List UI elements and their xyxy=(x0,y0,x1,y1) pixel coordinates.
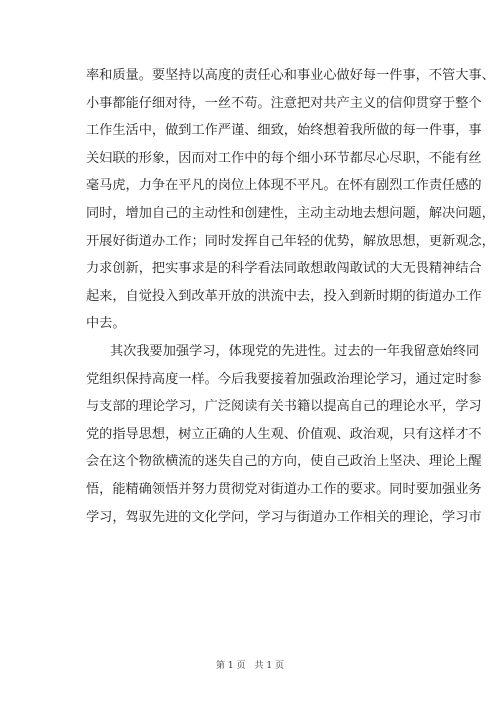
paragraph-2 xyxy=(86,338,482,531)
text-line: 工作生活中，做到工作严谨、细致，始终想着我所做的每一件事，事 xyxy=(86,123,482,139)
text-line: 起来，自觉投入到改革开放的洪流中去，投入到新时期的街道办工作 xyxy=(86,288,482,304)
text-line: 率和质量。要坚持以高度的责任心和事业心做好每一件事，不管大事、 xyxy=(86,68,495,83)
text-line: 学习，驾驭先进的文化学问，学习与街道办工作相关的理论，学习市 xyxy=(86,509,482,525)
text-line: 党组织保持高度一样。今后我要接着加强政治理论学习，通过定时参 xyxy=(86,371,482,387)
document-body xyxy=(86,62,495,531)
text-line: 小事都能仔细对待，一丝不苟。注意把对共产主义的信仰贯穿于整个 xyxy=(86,95,482,111)
text-line: 关妇联的形象，因而对工作中的每个细小环节都尽心尽职，不能有丝 xyxy=(86,150,482,166)
text-line: 其次我要加强学习，体现党的先进性。过去的一年我留意始终同 xyxy=(110,343,480,359)
text-line: 中去。 xyxy=(86,316,126,332)
text-line: 与支部的理论学习，广泛阅读有关书籍以提高自己的理论水平，学习 xyxy=(86,399,482,415)
text-line: 开展好街道办工作；同时发挥自己年轻的优势，解放思想，更新观念， xyxy=(86,233,495,249)
text-line: 同时，增加自己的主动性和创建性，主动主动地去想问题，解决问题， xyxy=(86,205,495,221)
text-line: 力求创新，把实事求是的科学看法同敢想敢闯敢试的大无畏精神结合 xyxy=(86,261,482,277)
paragraph-1 xyxy=(86,62,495,338)
text-line: 悟，能精确领悟并努力贯彻党对街道办工作的要求。同时要加强业务 xyxy=(86,481,482,497)
text-line: 毫马虎，力争在平凡的岗位上体现不平凡。在怀有剧烈工作责任感的 xyxy=(86,178,482,194)
text-line: 党的指导思想，树立正确的人生观、价值观、政治观，只有这样才不 xyxy=(86,426,482,442)
text-line: 会在这个物欲横流的迷失自己的方向，使自己政治上坚决、理论上醒 xyxy=(86,454,482,470)
page-number-footer: 第 1 页 共 1 页 xyxy=(216,661,284,671)
